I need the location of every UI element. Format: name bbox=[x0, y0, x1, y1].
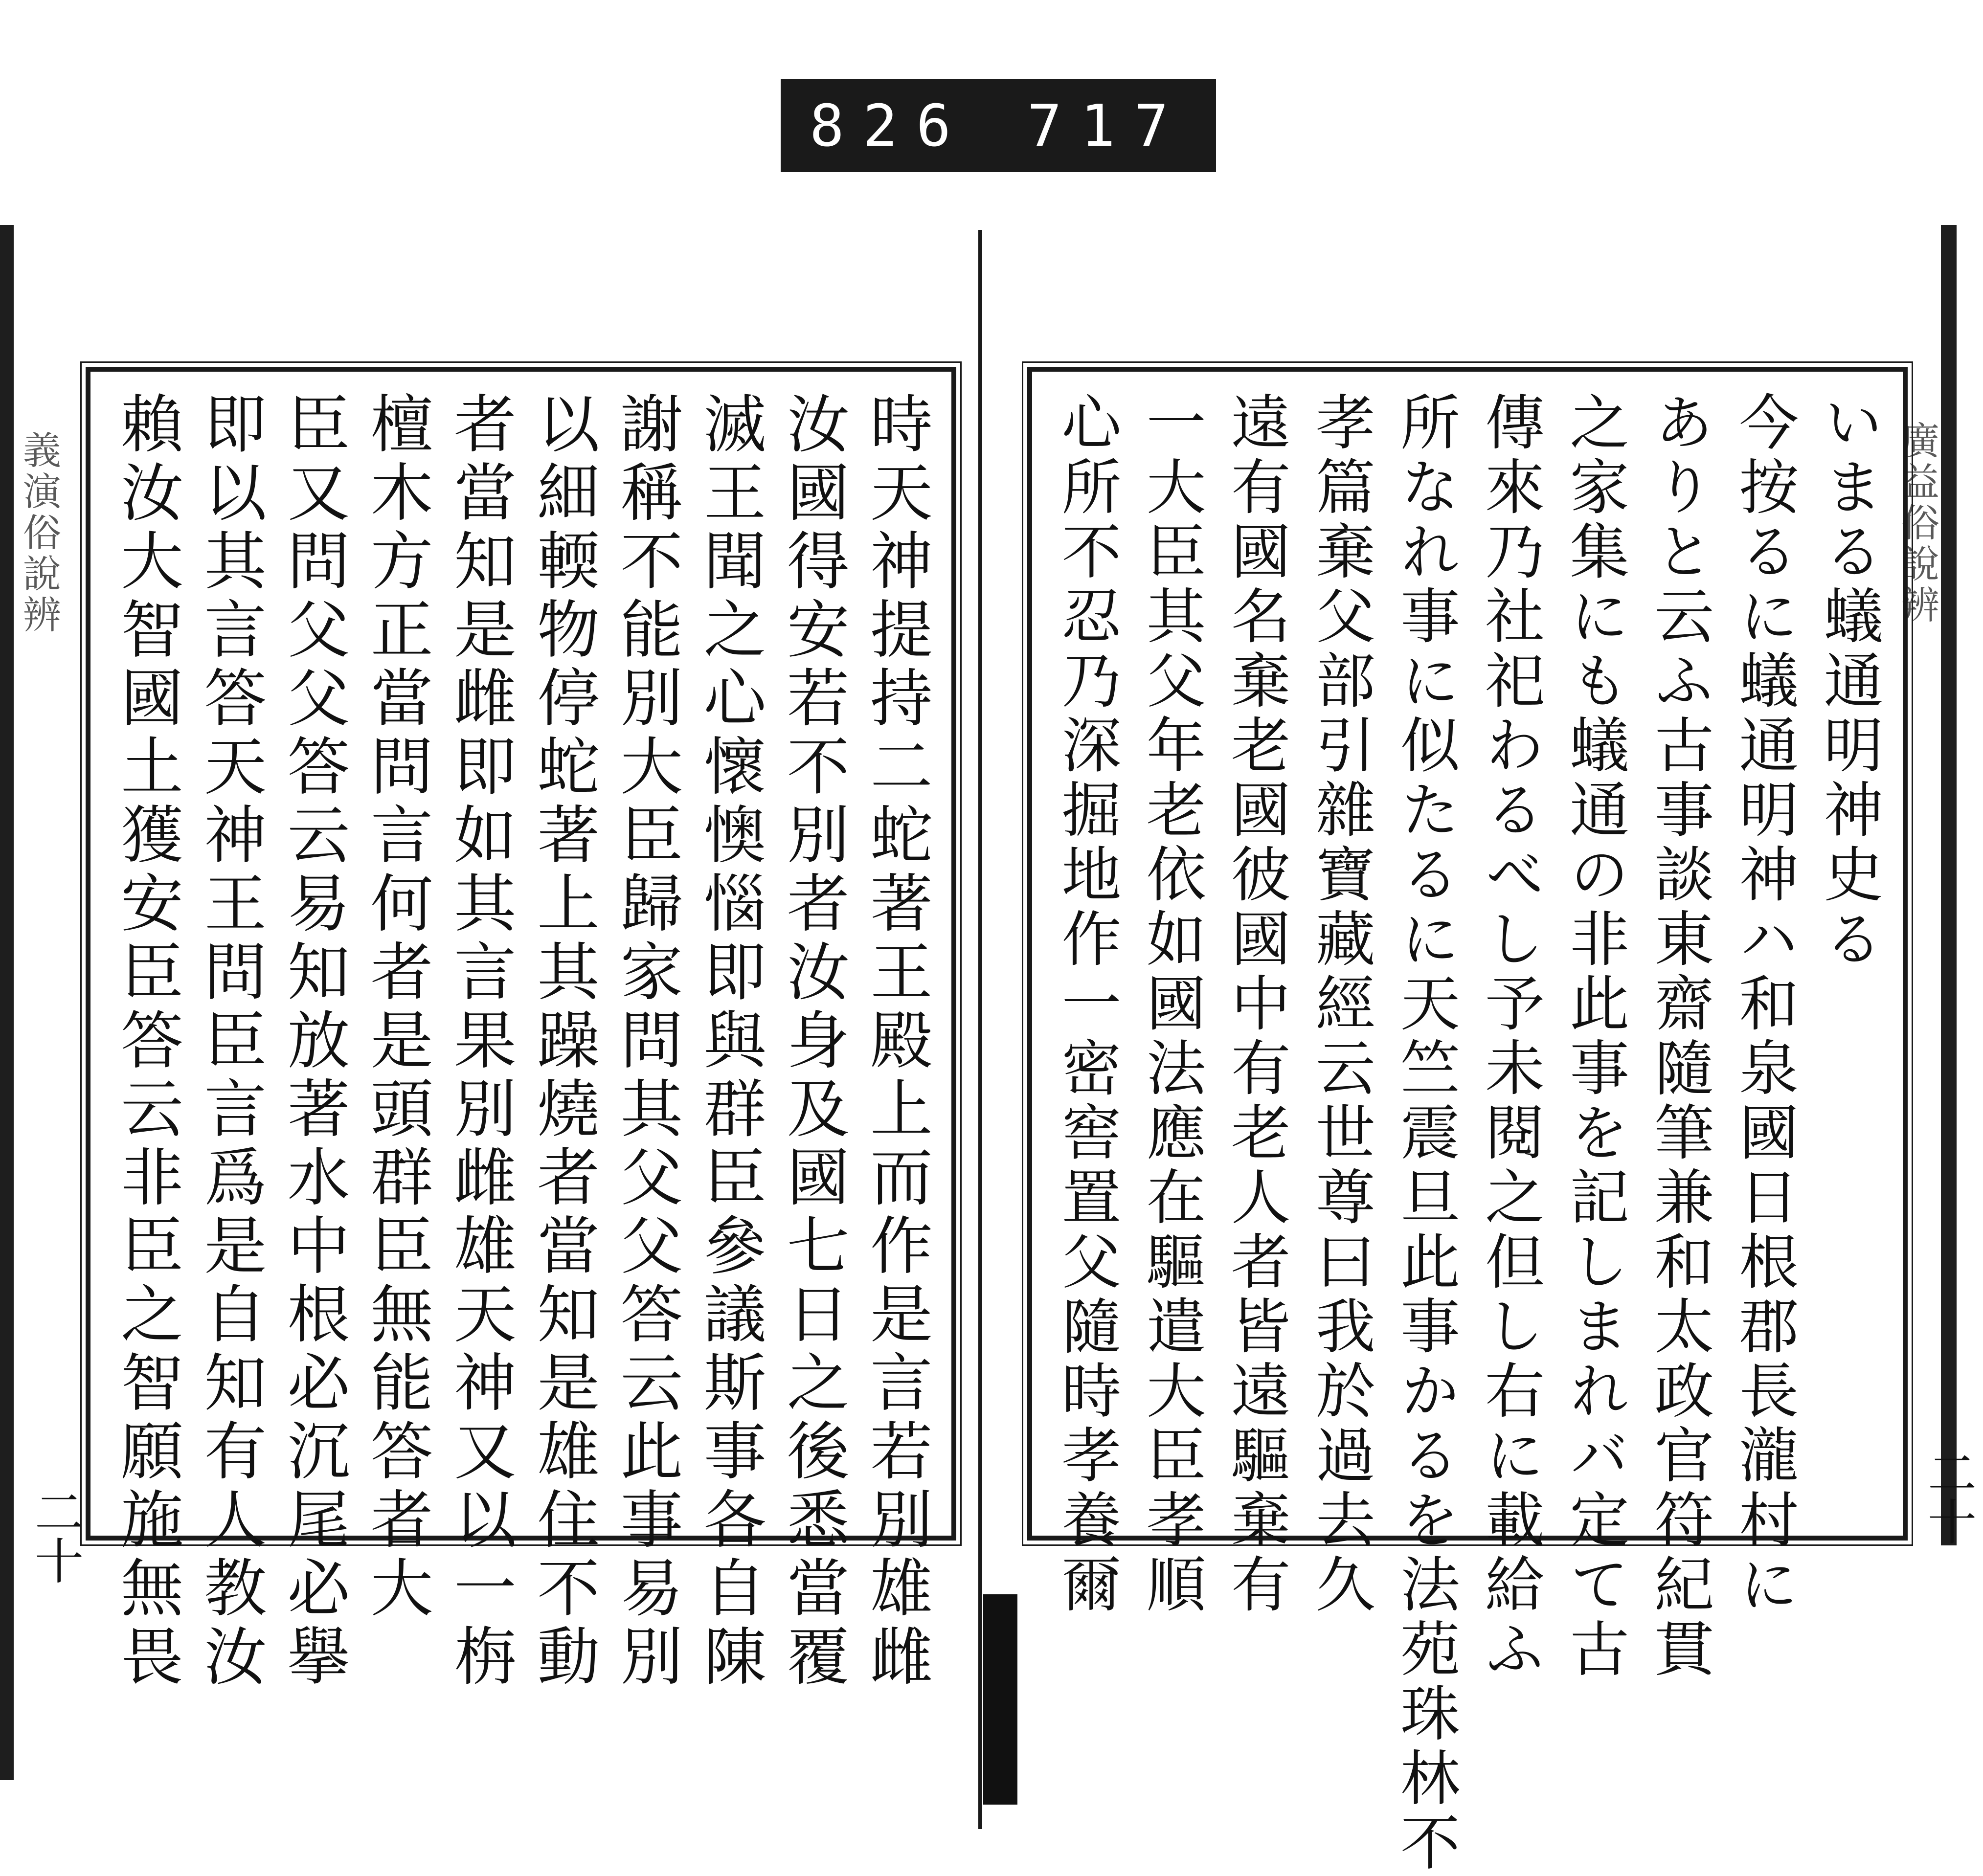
left-folio: 二十 bbox=[26, 1487, 84, 1585]
left-page-text bbox=[110, 391, 932, 1692]
left-page bbox=[86, 367, 956, 1692]
left-column-8: 臣又問父父答云易知放著水中根必沉尾必擧 bbox=[276, 391, 350, 1692]
binding-clip bbox=[983, 1594, 1017, 1805]
right-column-6: 所なれ事に似たるに天竺震旦此事かるを法苑珠林不 bbox=[1390, 391, 1460, 1876]
scan-label-left-number: 826 bbox=[809, 92, 970, 159]
right-folio: 二十 bbox=[1919, 1448, 1977, 1545]
left-column-6: 者當知是雌即如其言果別雌雄天神又以一栴 bbox=[443, 391, 516, 1692]
right-column-8: 遠有國名棄老國彼國中有老人者皆遠驅棄有 bbox=[1221, 391, 1291, 1618]
right-column-7: 孝篇棄父部引雜寶藏經云世尊曰我於過去久 bbox=[1306, 391, 1375, 1618]
right-running-head: 廣益俗說辨 bbox=[1895, 421, 1939, 626]
right-column-10: 心所不忍乃深掘地作一密窖置父隨時孝養爾 bbox=[1052, 391, 1121, 1618]
right-page bbox=[1027, 367, 1908, 1876]
left-column-5: 以細輭物停蛇著上其躁燒者當知是雄住不動 bbox=[526, 391, 600, 1692]
left-column-10: 賴汝大智國土獲安臣答云非臣之智願施無畏 bbox=[110, 391, 183, 1692]
right-column-5: 傳來乃社祀わるべし予未閱之但し右に載給ふ bbox=[1475, 391, 1545, 1682]
scan-label bbox=[781, 79, 1216, 172]
left-column-4: 謝稱不能別大臣歸家問其父父答云此事易別 bbox=[609, 391, 683, 1692]
left-column-1: 時天神提持二蛇著王殿上而作是言若別雄雌 bbox=[859, 391, 932, 1692]
left-column-3: 滅王聞之心懷懊惱即與群臣參議斯事各自陳 bbox=[693, 391, 766, 1692]
right-edge-shadow bbox=[1941, 225, 1957, 1545]
right-column-9: 一大臣其父年老依如國法應在驅遣大臣孝順 bbox=[1136, 391, 1206, 1618]
right-column-2: 今按るに蟻通明神ハ和泉國日根郡長瀧村に bbox=[1729, 391, 1799, 1618]
right-column-4: 之家集にも蟻通の非此事を記しまれバ定て古 bbox=[1559, 391, 1629, 1682]
right-column-1: いまる蟻通明神史る bbox=[1813, 391, 1883, 972]
left-column-9: 即以其言答天神王問臣言爲是自知有人教汝 bbox=[193, 391, 267, 1692]
right-column-3: ありと云ふ古事談東齋隨筆兼和太政官符紀貫 bbox=[1644, 391, 1714, 1682]
right-page-text bbox=[1052, 391, 1883, 1876]
left-column-2: 汝國得安若不別者汝身及國七日之後悉當覆 bbox=[776, 391, 849, 1692]
left-running-head: 義演俗說辨 bbox=[17, 430, 61, 636]
left-edge-shadow bbox=[0, 225, 14, 1780]
book-spine bbox=[978, 230, 982, 1829]
left-column-7: 檀木方正當問言何者是頭群臣無能答者大 bbox=[360, 391, 433, 1624]
scan-label-right-number: 717 bbox=[1027, 92, 1188, 159]
